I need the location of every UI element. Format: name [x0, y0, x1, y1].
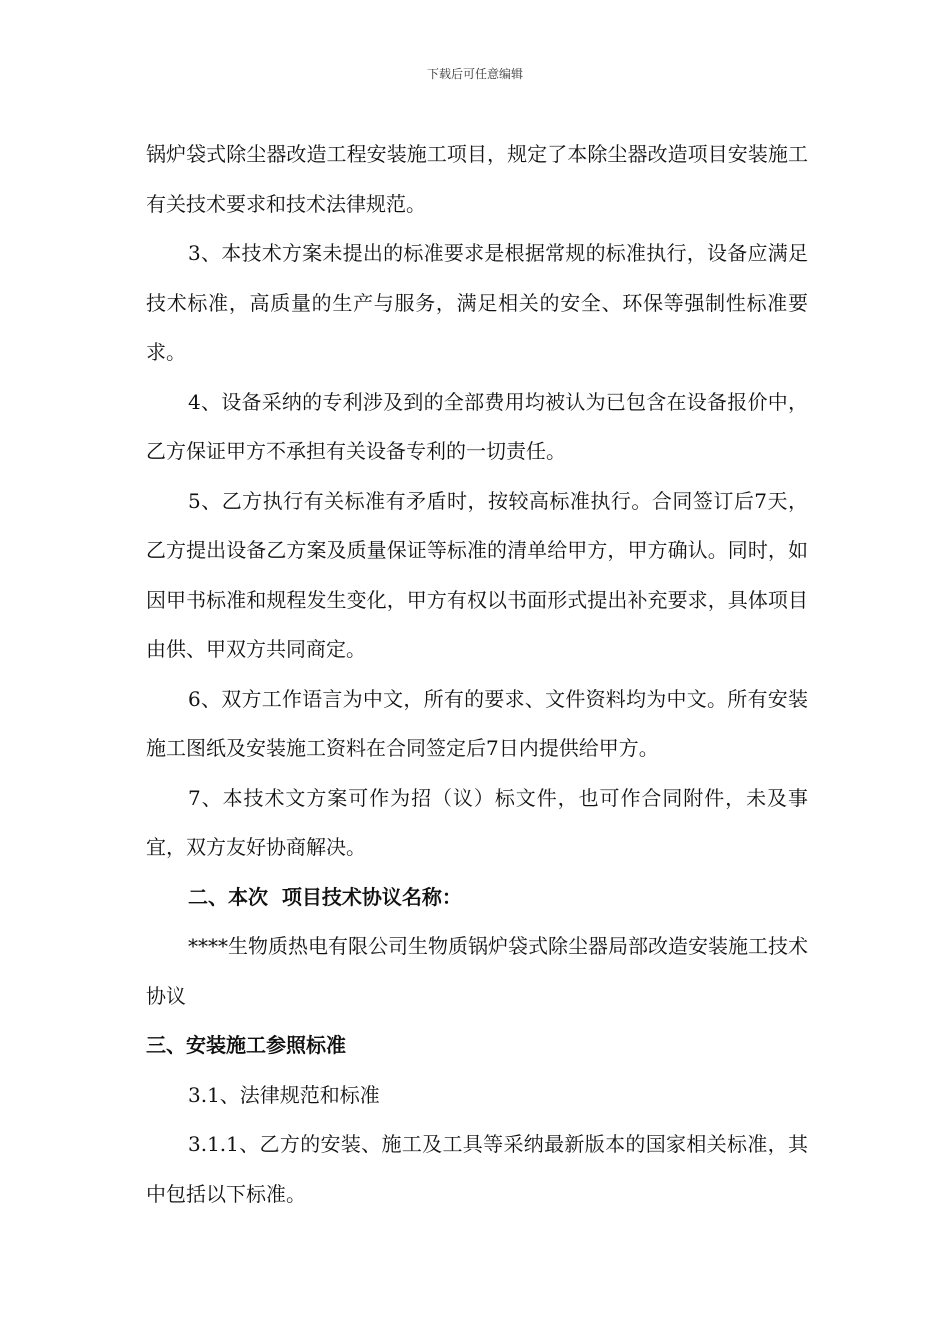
paragraph-item-4: 4、设备采纳的专利涉及到的全部费用均被认为已包含在设备报价中，乙方保证甲方不承担有关设备专利的一切责任。 [146, 389, 808, 463]
paragraph-item-6: 6、双方工作语言为中文，所有的要求、文件资料均为中文。所有安装施工图纸及安装施工资料在合同签定后7日内提供给甲方。 [146, 686, 808, 760]
paragraph-item-7: 7、本技术文方案可作为招（议）标文件，也可作合同附件，未及事宜，双方友好协商解决。 [146, 785, 808, 859]
paragraph-item-5: 5、乙方执行有关标准有矛盾时，按较高标准执行。合同签订后7天，乙方提出设备乙方案及质量保证等标准的清单给甲方，甲方确认。同时，如因甲书标准和规程发生变化，甲方有权以书面形式提出补充要求，具体项目由供、甲双方共同商定。 [146, 488, 808, 661]
section-heading-2: 二、本次 项目技术协议名称： [188, 884, 462, 909]
section-heading-3: 三、安装施工参照标准 [146, 1033, 346, 1057]
paragraph-intro-continued: 锅炉袋式除尘器改造工程安装施工项目，规定了本除尘器改造项目安装施工有关技术要求和技术法律规范。 [146, 142, 808, 216]
paragraph-item-3: 3、本技术方案未提出的标准要求是根据常规的标准执行，设备应满足技术标准，高质量的生产与服务，满足相关的安全、环保等强制性标准要求。 [146, 241, 808, 364]
document-body [146, 130, 808, 1219]
paragraph-3-1-1: 3.1.1、乙方的安装、施工及工具等采纳最新版本的国家相关标准，其中包括以下标准。 [146, 1132, 808, 1206]
subsection-heading-3-1: 3.1、法律规范和标准 [188, 1082, 380, 1107]
paragraph-project-name: ****生物质热电有限公司生物质锅炉袋式除尘器局部改造安装施工技术协议 [146, 934, 808, 1008]
page-header: 下载后可任意编辑 [426, 67, 523, 81]
